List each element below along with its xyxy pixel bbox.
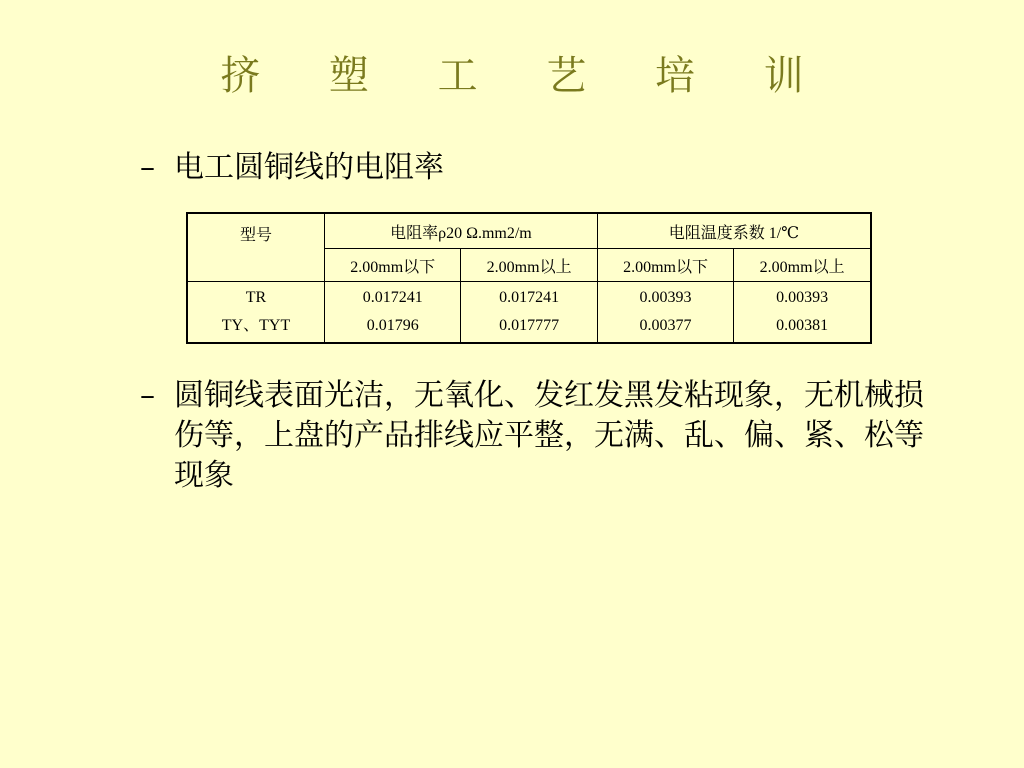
value-cell <box>597 282 733 344</box>
resistivity-table <box>186 212 872 344</box>
cell-value: 0.00393 <box>639 289 692 306</box>
table-data-row <box>187 282 871 344</box>
cell-value: 0.00381 <box>776 317 829 334</box>
bullet-item-surface-quality <box>140 376 940 506</box>
value-cell <box>461 282 597 344</box>
slide-title: 挤 塑 工 艺 培 训 <box>220 53 832 99</box>
cell-value: 0.017777 <box>499 317 560 334</box>
cell-value: 0.00393 <box>776 289 829 306</box>
subheader-cell: 2.00mm以下 <box>325 249 461 282</box>
cell-value: TY、TYT <box>221 317 291 334</box>
bullet-text: 电工圆铜线的电阻率 <box>174 150 444 185</box>
subheader-cell: 2.00mm以上 <box>461 249 597 282</box>
cell-value: 0.00377 <box>639 317 692 334</box>
bullet-text: 圆铜线表面光洁，无氧化、发红发黑发粘现象，无机械损伤等，上盘的产品排线应平整，无满、乱、偏、紧、松等现象 <box>174 378 924 493</box>
bullet-item-resistivity <box>140 148 900 192</box>
subheader-cell: 2.00mm以上 <box>734 249 871 282</box>
cell-value: 0.017241 <box>499 289 560 306</box>
value-cell <box>325 282 461 344</box>
header-temp-coef: 电阻温度系数 1/℃ <box>597 213 871 249</box>
subheader-cell: 2.00mm以下 <box>597 249 733 282</box>
cell-value: 0.01796 <box>366 317 419 334</box>
model-cell <box>187 282 325 344</box>
header-resistivity: 电阻率ρ20 Ω.mm2/m <box>325 213 598 249</box>
cell-value: 0.017241 <box>362 289 423 306</box>
bullet-dash: – <box>140 378 155 413</box>
bullet-dash: – <box>140 150 155 185</box>
cell-value: TR <box>245 289 267 306</box>
table-header-row <box>187 213 871 249</box>
value-cell <box>734 282 871 344</box>
header-model: 型号 <box>187 213 325 282</box>
